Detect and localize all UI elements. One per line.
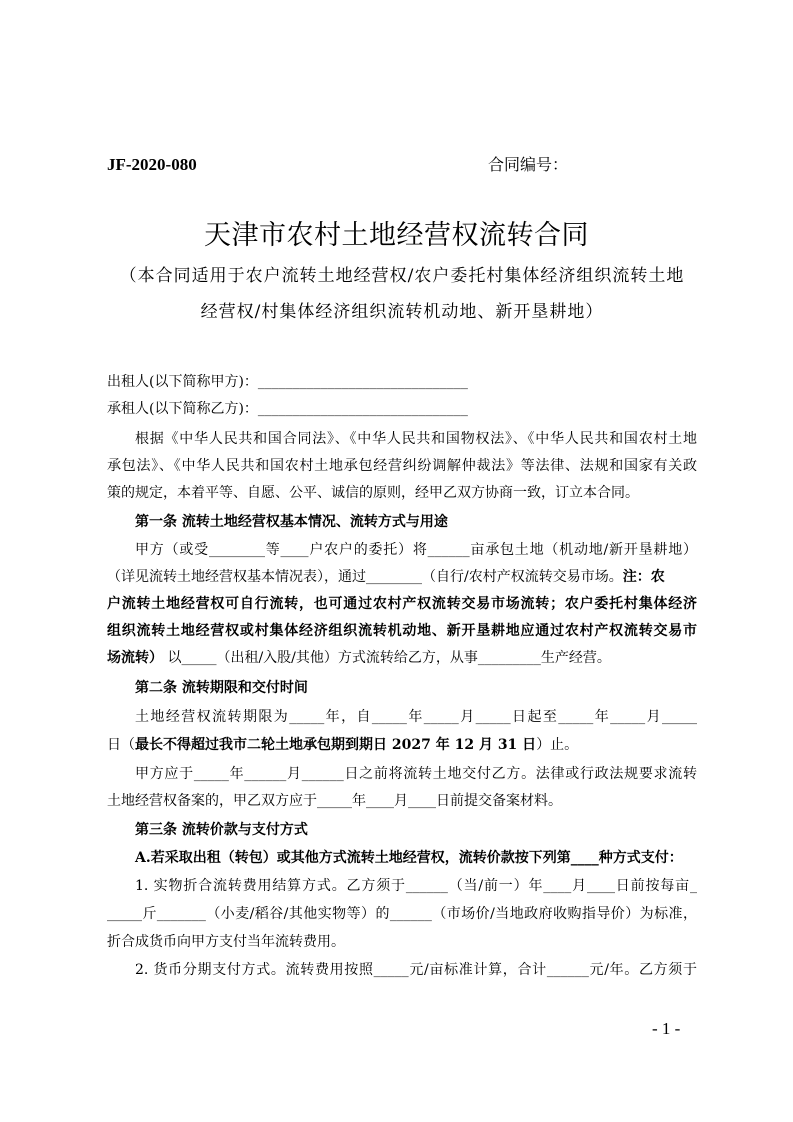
article-1-line-1: 甲方（或受________等____户农户的委托）将______亩承包土地（机动地/新开垦耕地） — [135, 542, 697, 558]
article-3-item-2-line-1: 2. 货币分期支付方式。流转费用按照_____元/亩标准计算，合计______元/年。乙方须于 — [135, 962, 697, 978]
article-2-line-2 — [107, 735, 697, 755]
subtitle-line-1: （本合同适用于农户流转土地经营权/农户委托村集体经济组织流转土地 — [119, 266, 685, 286]
document-code: JF-2020-080 — [107, 155, 197, 174]
article-2-line-4: 土地经营权备案的，甲乙双方应于_____年____月____日前提交备案材料。 — [107, 793, 562, 809]
contract-number-label: 合同编号： — [488, 155, 569, 174]
article-3-option-a: A.若采取出租（转包）或其他方式流转土地经营权，流转价款按下列第____种方式支付： — [135, 850, 683, 866]
preamble-line-3: 策的规定，本着平等、自愿、公平、诚信的原则，经甲乙双方协商一致，订立本合同。 — [107, 485, 639, 501]
lessee-line: 承租人(以下简称乙方)：______________________________ — [107, 401, 468, 417]
article-1-heading: 第一条 流转土地经营权基本情况、流转方式与用途 — [135, 514, 448, 530]
article-2-line-2-start: 日（ — [107, 737, 135, 753]
article-2-line-3: 甲方应于_____年______月______日之前将流转土地交付乙方。法律或行政法规要求流转 — [135, 766, 697, 782]
article-1-line-2-text: （详见流转土地经营权基本情况表），通过________（自行/农村产权流转交易市场。 — [107, 569, 623, 585]
article-1-line-5-text: 以_____（出租/入股/其他）方式流转给乙方，从事_________生产经营。 — [167, 650, 611, 666]
article-2-limit-note: 最长不得超过我市二轮土地承包期到期日 2027 年 12 月 31 日 — [135, 737, 537, 753]
lessor-line: 出租人(以下简称甲方)：______________________________ — [107, 374, 468, 390]
article-1-note-start: 注：农 — [622, 569, 665, 585]
page-number: - 1 - — [652, 1019, 681, 1038]
article-3-item-1-line-1: 1. 实物折合流转费用结算方式。乙方须于______（当/前一）年____月____日前按每亩_ — [135, 878, 697, 894]
article-2-heading: 第二条 流转期限和交付时间 — [135, 680, 308, 696]
article-3-item-1-line-3: 折合成货币向甲方支付当年流转费用。 — [107, 934, 345, 950]
subtitle-line-2: 经营权/村集体经济组织流转机动地、新开垦耕地） — [200, 302, 604, 322]
article-2-line-1: 土地经营权流转期限为_____年，自_____年_____月_____日起至_____年_____月_____ — [135, 709, 697, 725]
article-2-line-2-end: ）止。 — [536, 737, 579, 753]
article-1-note-line-2: 组织流转土地经营权或村集体经济组织流转机动地、新开垦耕地应通过农村产权流转交易市 — [107, 623, 697, 639]
article-1-line-5 — [107, 648, 697, 668]
article-1-note-line-1: 户流转土地经营权可自行流转，也可通过农村产权流转交易市场流转；农户委托村集体经济 — [107, 596, 697, 612]
preamble-line-2: 承包法》、《中华人民共和国农村土地承包经营纠纷调解仲裁法》等法律、法规和国家有关政 — [107, 458, 697, 474]
article-3-item-1-line-2: _____斤_______（小麦/稻谷/其他实物等）的______（市场价/当地政府收购指导价）为标准， — [107, 906, 697, 922]
article-1-line-2 — [107, 567, 697, 587]
document-title: 天津市农村土地经营权流转合同 — [204, 220, 589, 251]
article-3-heading: 第三条 流转价款与支付方式 — [135, 822, 308, 838]
article-1-note-end: 场流转） — [107, 650, 163, 666]
preamble-line-1: 根据《中华人民共和国合同法》、《中华人民共和国物权法》、《中华人民共和国农村土地 — [135, 431, 697, 447]
